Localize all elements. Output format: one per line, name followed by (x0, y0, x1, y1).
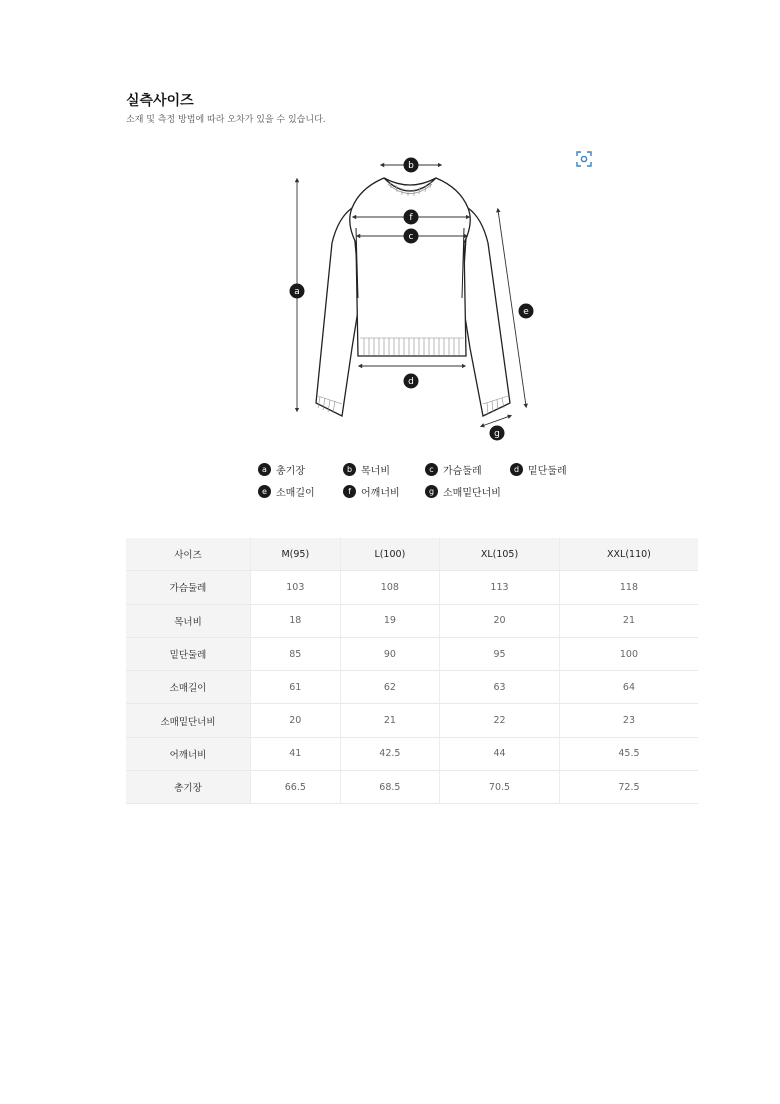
table-cell: 66.5 (251, 771, 341, 804)
table-row (126, 604, 698, 637)
table-cell: 108 (340, 571, 439, 604)
table-cell: 41 (251, 737, 341, 770)
svg-text:g: g (494, 429, 500, 439)
table-cell: 45.5 (559, 737, 698, 770)
legend-badge: c (425, 463, 438, 476)
row-label: 가슴둘레 (126, 571, 251, 604)
row-label: 밑단둘레 (126, 637, 251, 670)
svg-text:e: e (523, 307, 529, 317)
sweater-diagram (280, 148, 540, 448)
row-label: 소매길이 (126, 671, 251, 704)
table-header-row (126, 538, 698, 571)
legend-label: 어깨너비 (361, 488, 400, 499)
measure-g (482, 416, 510, 426)
table-cell: 22 (440, 704, 560, 737)
table-cell: 64 (559, 671, 698, 704)
legend-badge: b (343, 463, 356, 476)
table-cell: 19 (340, 604, 439, 637)
measurement-legend (258, 462, 598, 502)
zoom-scan-icon[interactable] (575, 150, 593, 168)
table-header: XL(105) (440, 538, 560, 571)
table-row (126, 637, 698, 670)
table-cell: 95 (440, 637, 560, 670)
badge-e (519, 304, 534, 319)
table-row (126, 737, 698, 770)
legend-item-g (425, 484, 501, 499)
table-cell: 103 (251, 571, 341, 604)
table-cell: 100 (559, 637, 698, 670)
row-label: 소매밑단너비 (126, 704, 251, 737)
legend-item-c (425, 462, 482, 477)
table-header: XXL(110) (559, 538, 698, 571)
table-cell: 20 (251, 704, 341, 737)
size-subtitle: 소재 및 측정 방법에 따라 오차가 있을 수 있습니다. (126, 115, 326, 125)
legend-item-f (343, 484, 400, 499)
legend-badge: g (425, 485, 438, 498)
table-row (126, 704, 698, 737)
legend-label: 목너비 (361, 466, 390, 477)
table-header: 사이즈 (126, 538, 251, 571)
legend-item-b (343, 462, 390, 477)
badge-g (490, 426, 505, 441)
table-header: L(100) (340, 538, 439, 571)
table-header: M(95) (251, 538, 341, 571)
table-cell: 21 (340, 704, 439, 737)
row-label: 총기장 (126, 771, 251, 804)
badge-d (404, 374, 419, 389)
table-cell: 62 (340, 671, 439, 704)
table-cell: 20 (440, 604, 560, 637)
size-title: 실측사이즈 (126, 93, 194, 109)
legend-badge: e (258, 485, 271, 498)
table-cell: 70.5 (440, 771, 560, 804)
legend-label: 총기장 (276, 466, 305, 477)
legend-badge: f (343, 485, 356, 498)
table-cell: 85 (251, 637, 341, 670)
legend-badge: d (510, 463, 523, 476)
table-cell: 61 (251, 671, 341, 704)
svg-text:d: d (408, 377, 414, 387)
table-cell: 113 (440, 571, 560, 604)
legend-label: 소매밑단너비 (443, 488, 501, 499)
table-row (126, 571, 698, 604)
size-table (126, 538, 698, 804)
table-cell: 44 (440, 737, 560, 770)
table-cell: 90 (340, 637, 439, 670)
table-cell: 72.5 (559, 771, 698, 804)
legend-item-d (510, 462, 567, 477)
badge-a (290, 284, 305, 299)
badge-f (404, 210, 419, 225)
table-row (126, 771, 698, 804)
table-cell: 63 (440, 671, 560, 704)
svg-text:b: b (408, 161, 414, 171)
svg-text:f: f (409, 213, 413, 223)
legend-item-e (258, 484, 315, 499)
legend-label: 소매길이 (276, 488, 315, 499)
badge-c (404, 229, 419, 244)
row-label: 목너비 (126, 604, 251, 637)
table-cell: 18 (251, 604, 341, 637)
svg-text:a: a (294, 287, 300, 297)
legend-label: 가슴둘레 (443, 466, 482, 477)
table-cell: 42.5 (340, 737, 439, 770)
badge-b (404, 158, 419, 173)
legend-badge: a (258, 463, 271, 476)
legend-label: 밑단둘레 (528, 466, 567, 477)
table-cell: 21 (559, 604, 698, 637)
legend-item-a (258, 462, 305, 477)
svg-text:c: c (408, 232, 414, 242)
row-label: 어깨너비 (126, 737, 251, 770)
table-cell: 23 (559, 704, 698, 737)
table-cell: 118 (559, 571, 698, 604)
table-row (126, 671, 698, 704)
table-cell: 68.5 (340, 771, 439, 804)
